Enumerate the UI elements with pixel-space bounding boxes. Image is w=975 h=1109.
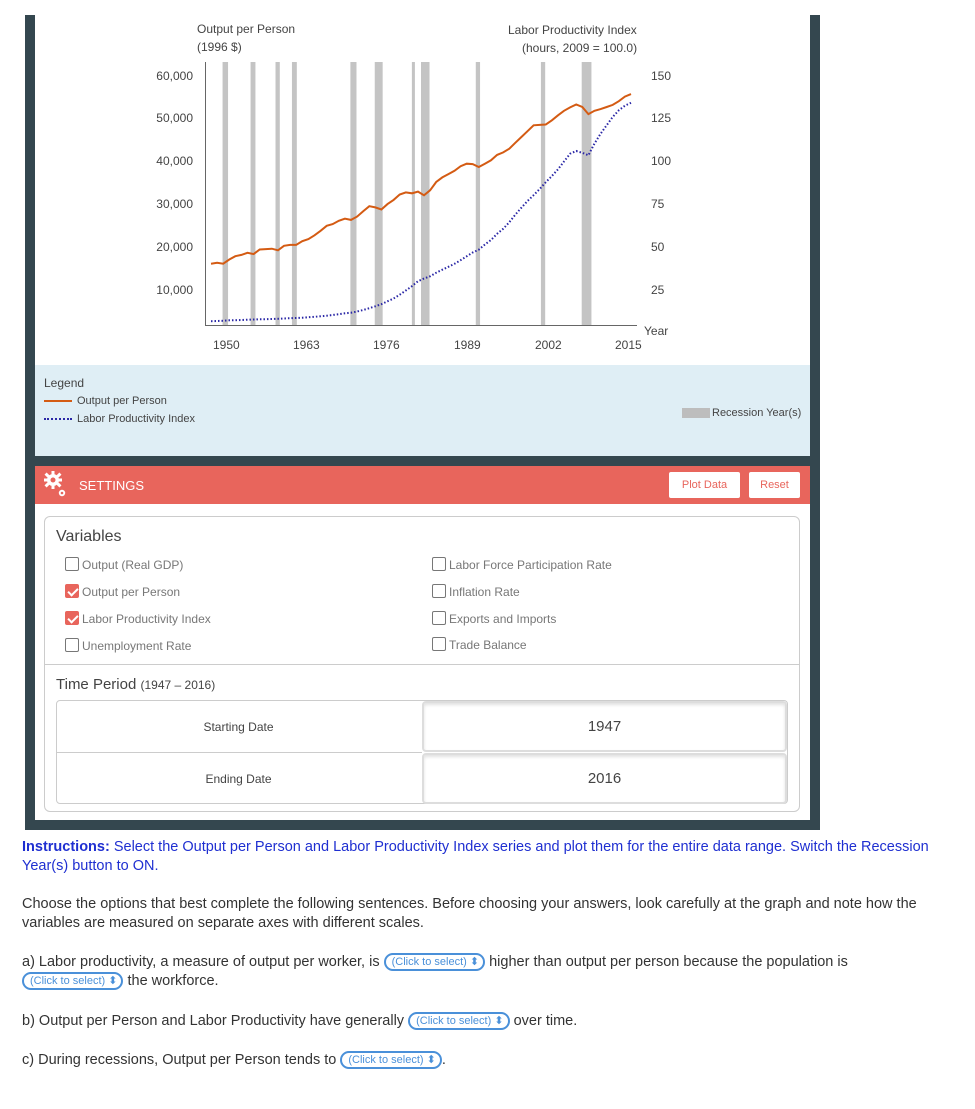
select-label: (Click to select) bbox=[391, 956, 467, 969]
gear-icon[interactable] bbox=[42, 470, 72, 500]
variables-title: Variables bbox=[56, 528, 122, 545]
checkbox-label[interactable]: Labor Force Participation Rate bbox=[449, 558, 612, 572]
x-tick: 2002 bbox=[535, 338, 562, 352]
chevron-updown-icon: ⬍ bbox=[108, 975, 118, 988]
question-a-text: higher than output per person because the population is bbox=[485, 954, 848, 970]
recession-bar bbox=[350, 62, 356, 326]
question-c-text: . bbox=[441, 1052, 446, 1068]
checkbox-unemployment-rate[interactable] bbox=[65, 638, 79, 652]
legend-title: Legend bbox=[44, 376, 85, 390]
x-tick: 1976 bbox=[373, 338, 400, 352]
left-axis-title: Output per Person bbox=[197, 22, 296, 36]
recession-bar bbox=[582, 62, 592, 326]
x-axis-label: Year bbox=[644, 324, 669, 338]
checkbox-labor-force-participation[interactable] bbox=[432, 557, 446, 571]
right-axis-title: Labor Productivity Index bbox=[508, 23, 637, 37]
ending-date-input[interactable]: 2016 bbox=[422, 753, 787, 804]
time-period-label: Time Period bbox=[56, 676, 137, 693]
right-y-tick: 100 bbox=[651, 154, 672, 168]
select-dropdown-a2[interactable] bbox=[22, 972, 123, 990]
right-y-tick: 50 bbox=[651, 240, 665, 254]
select-label: (Click to select) bbox=[348, 1054, 424, 1067]
instructions bbox=[22, 838, 952, 876]
checkbox-exports-imports[interactable] bbox=[432, 611, 446, 625]
checkbox-inflation-rate[interactable] bbox=[432, 584, 446, 598]
checkbox-label[interactable]: Labor Productivity Index bbox=[82, 612, 211, 626]
checkbox-label[interactable]: Trade Balance bbox=[449, 638, 527, 652]
settings-title: SETTINGS bbox=[79, 478, 145, 493]
plot-data-button[interactable]: Plot Data bbox=[669, 472, 740, 498]
checkbox-label[interactable]: Output per Person bbox=[82, 585, 181, 599]
question-c bbox=[22, 1051, 952, 1070]
left-y-tick: 10,000 bbox=[156, 283, 193, 297]
recession-bar bbox=[276, 62, 280, 326]
checkbox-label[interactable]: Unemployment Rate bbox=[82, 639, 192, 653]
starting-date-input[interactable]: 1947 bbox=[422, 701, 787, 752]
x-tick: 1989 bbox=[454, 338, 481, 352]
left-axis-units: (1996 $) bbox=[197, 40, 242, 54]
left-y-tick: 40,000 bbox=[156, 154, 193, 168]
legend-productivity-label: Labor Productivity Index bbox=[77, 413, 196, 425]
checkbox-labor-productivity[interactable] bbox=[65, 611, 79, 625]
instructions-text: Select the Output per Person and Labor Productivity Index series and plot them for the entire data range. Switch the Recession Year(s) button to ON. bbox=[22, 839, 929, 874]
question-a-text: the workforce. bbox=[123, 973, 219, 989]
left-y-tick: 60,000 bbox=[156, 69, 193, 83]
time-period-title bbox=[56, 676, 215, 693]
question-intro: Choose the options that best complete the following sentences. Before choosing your answers, look carefully at the graph and note how the variables are measured on separate axes with different scales. bbox=[22, 896, 917, 931]
question-c-text: c) During recessions, Output per Person tends to bbox=[22, 1052, 341, 1068]
checkbox-label[interactable]: Exports and Imports bbox=[449, 612, 557, 626]
right-y-tick: 125 bbox=[651, 111, 672, 125]
recession-bar bbox=[251, 62, 256, 326]
left-y-tick: 30,000 bbox=[156, 197, 193, 211]
x-tick: 2015 bbox=[615, 338, 642, 352]
legend-recession-swatch bbox=[682, 408, 710, 418]
question-b-text: over time. bbox=[509, 1013, 578, 1029]
left-y-tick: 50,000 bbox=[156, 111, 193, 125]
chevron-updown-icon: ⬍ bbox=[469, 956, 480, 969]
chevron-updown-icon: ⬍ bbox=[494, 1015, 504, 1028]
time-period-range: (1947 – 2016) bbox=[140, 678, 216, 692]
right-axis-units: (hours, 2009 = 100.0) bbox=[522, 41, 638, 55]
checkbox-label[interactable]: Inflation Rate bbox=[449, 585, 520, 599]
recession-bar bbox=[223, 62, 228, 326]
recession-bar bbox=[292, 62, 297, 326]
checkbox-trade-balance[interactable] bbox=[432, 637, 446, 651]
select-dropdown-c[interactable] bbox=[340, 1051, 441, 1069]
chart-plot bbox=[205, 62, 637, 326]
question-a-text: a) Labor productivity, a measure of output per worker, is bbox=[22, 954, 384, 970]
select-label: (Click to select) bbox=[416, 1015, 492, 1028]
checkbox-output-real-gdp[interactable] bbox=[65, 557, 79, 571]
checkbox-output-per-person[interactable] bbox=[65, 584, 79, 598]
question-b bbox=[22, 1012, 952, 1031]
right-y-tick: 150 bbox=[651, 69, 672, 83]
recession-bar bbox=[541, 62, 545, 326]
recession-bar bbox=[375, 62, 383, 326]
legend-recession-label[interactable]: Recession Year(s) bbox=[712, 407, 802, 419]
chevron-updown-icon: ⬍ bbox=[426, 1054, 436, 1067]
x-tick: 1963 bbox=[293, 338, 320, 352]
question-a bbox=[22, 953, 952, 991]
checkbox-label[interactable]: Output (Real GDP) bbox=[82, 558, 184, 572]
question-b-text: b) Output per Person and Labor Productivity have generally bbox=[22, 1013, 409, 1029]
select-dropdown-b[interactable] bbox=[408, 1012, 509, 1030]
right-y-tick: 75 bbox=[651, 197, 665, 211]
recession-bar bbox=[476, 62, 480, 326]
starting-date-label: Starting Date bbox=[203, 720, 274, 734]
legend-output-swatch bbox=[44, 400, 72, 402]
select-dropdown-a1[interactable] bbox=[384, 953, 485, 971]
left-y-tick: 20,000 bbox=[156, 240, 193, 254]
ending-date-label: Ending Date bbox=[205, 772, 272, 786]
legend-output-label: Output per Person bbox=[77, 395, 167, 407]
legend-productivity-swatch bbox=[44, 418, 72, 420]
right-y-tick: 25 bbox=[651, 283, 665, 297]
table-divider bbox=[57, 752, 422, 753]
instructions-lead: Instructions: bbox=[22, 839, 110, 855]
section-divider bbox=[45, 664, 799, 665]
select-label: (Click to select) bbox=[30, 975, 106, 988]
reset-button[interactable]: Reset bbox=[749, 472, 800, 498]
x-tick: 1950 bbox=[213, 338, 240, 352]
